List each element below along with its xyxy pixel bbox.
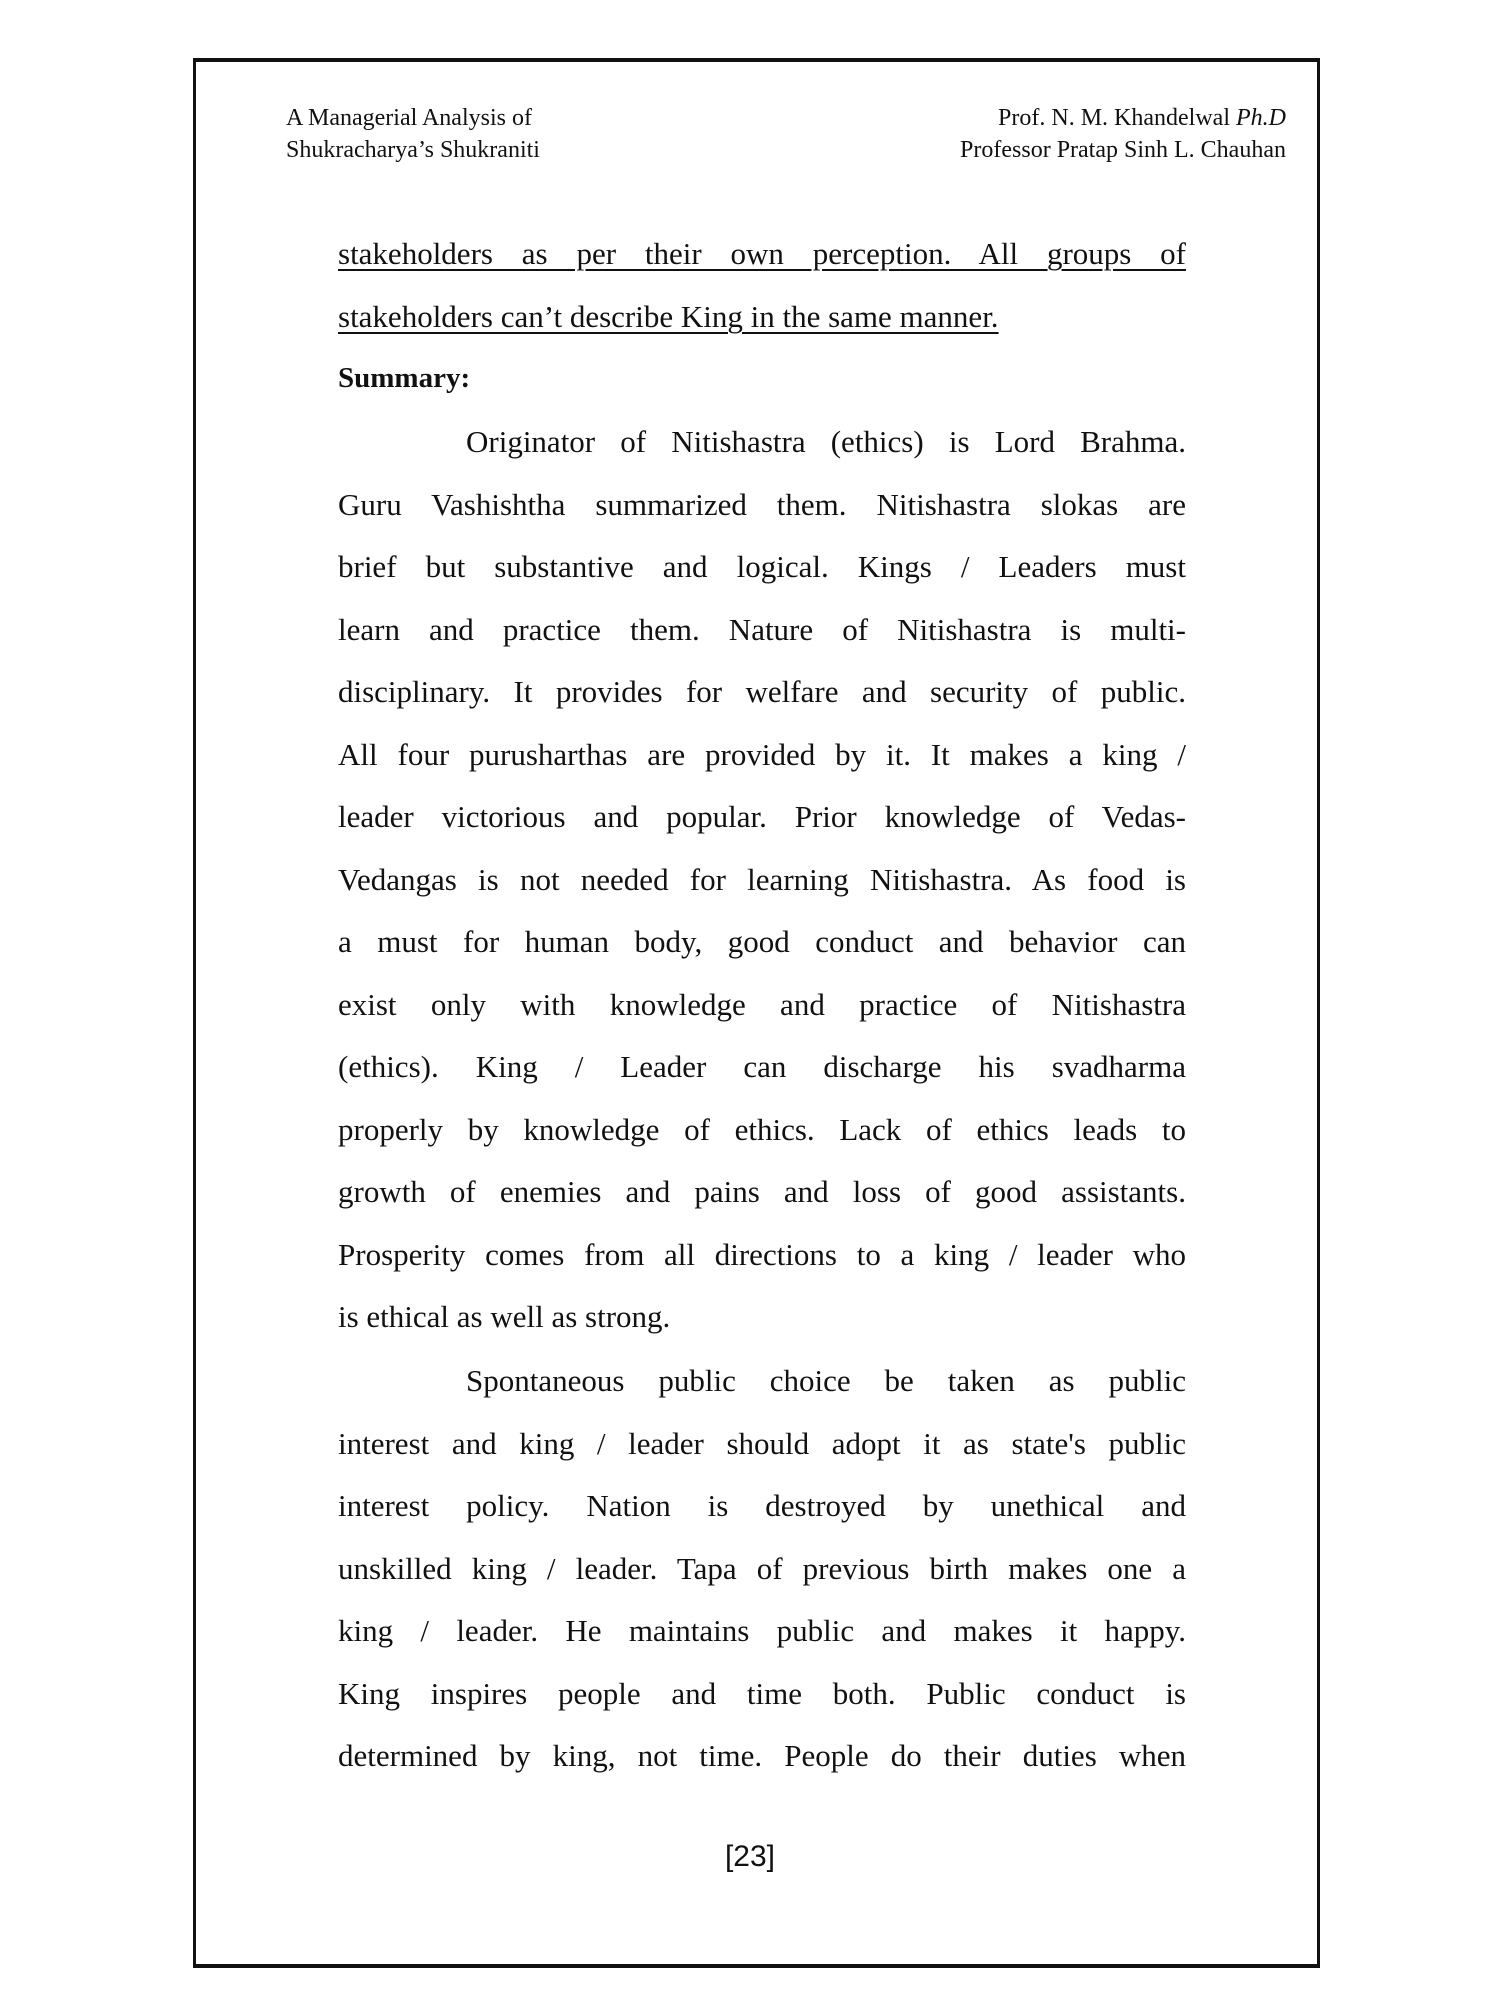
text-line-content: Originator of Nitishastra (ethics) is Lord Brahma. <box>466 424 1186 459</box>
text-line <box>338 1674 1186 1714</box>
text-line <box>338 1361 1186 1401</box>
text-line-content: a must for human body, good conduct and behavior can <box>338 924 1186 959</box>
text-line <box>338 797 1186 837</box>
text-line <box>338 1611 1186 1651</box>
text-line-content: Guru Vashishtha summarized them. Nitishastra slokas are <box>338 486 1186 522</box>
text-line <box>338 735 1186 775</box>
text-line <box>338 672 1186 712</box>
header-author-line <box>960 102 1286 134</box>
text-line <box>338 610 1186 650</box>
text-line-content: Vedangas is not needed for learning Nitishastra. As food is <box>338 861 1186 897</box>
text-line-content: exist only with knowledge and practice of Nitishastra <box>338 986 1186 1022</box>
text-line-content: Prosperity comes from all directions to a king / leader who <box>338 1236 1186 1272</box>
page-number: [23] <box>724 1840 776 1873</box>
text-line <box>338 1235 1186 1275</box>
text-line-content: determined by king, not time. People do their duties when <box>338 1738 1186 1773</box>
author-name: Prof. N. M. Khandelwal <box>998 105 1236 131</box>
text-line <box>338 1549 1186 1589</box>
text-line <box>338 1110 1186 1150</box>
text-line-content: unskilled king / leader. Tapa of previous birth makes one a <box>338 1550 1186 1586</box>
section-heading: Summary: <box>338 362 471 394</box>
header-author-line: Professor Pratap Sinh L. Chauhan <box>960 137 1286 163</box>
text-line-content: learn and practice them. Nature of Nitishastra is multi- <box>338 611 1186 647</box>
text-line <box>338 922 1186 962</box>
text-line-content: (ethics). King / Leader can discharge his svadharma <box>338 1049 1186 1084</box>
text-line <box>338 1297 1186 1337</box>
text-line-content: interest and king / leader should adopt it as state's public <box>338 1425 1186 1461</box>
text-line <box>338 985 1186 1025</box>
text-line-content: All four purusharthas are provided by it. It makes a king / <box>338 736 1186 772</box>
text-line <box>338 297 1186 337</box>
text-line <box>338 1172 1186 1212</box>
text-line <box>338 547 1186 587</box>
text-line <box>338 485 1186 525</box>
text-line-content: brief but substantive and logical. Kings / Leaders must <box>338 549 1186 584</box>
text-line-content: interest policy. Nation is destroyed by unethical and <box>338 1488 1186 1523</box>
text-line-content: leader victorious and popular. Prior knowledge of Vedas- <box>338 799 1186 834</box>
author-degree: Ph.D <box>1236 105 1286 131</box>
text-line <box>338 422 1186 462</box>
text-line-content: stakeholders can’t describe King in the same manner. <box>338 299 999 334</box>
text-line <box>338 860 1186 900</box>
text-line-content: disciplinary. It provides for welfare and security of public. <box>338 674 1186 709</box>
text-line <box>338 1486 1186 1526</box>
text-line-content: growth of enemies and pains and loss of good assistants. <box>338 1174 1186 1209</box>
text-line-content: Spontaneous public choice be taken as public <box>466 1363 1186 1398</box>
text-line-content: King inspires people and time both. Public conduct is <box>338 1675 1186 1711</box>
text-line-content: stakeholders as per their own perception. All groups of <box>338 236 1186 271</box>
text-line <box>338 1047 1186 1087</box>
running-header-title <box>286 102 540 166</box>
header-title-line: A Managerial Analysis of <box>286 105 532 131</box>
text-line-content: king / leader. He maintains public and makes it happy. <box>338 1613 1186 1648</box>
text-line <box>338 234 1186 274</box>
text-line <box>338 1424 1186 1464</box>
header-title-line: Shukracharya’s Shukraniti <box>286 137 540 163</box>
text-line-content: properly by knowledge of ethics. Lack of ethics leads to <box>338 1111 1186 1147</box>
running-header-authors <box>960 102 1286 166</box>
text-line-content: is ethical as well as strong. <box>338 1299 671 1334</box>
text-line <box>338 1736 1186 1776</box>
